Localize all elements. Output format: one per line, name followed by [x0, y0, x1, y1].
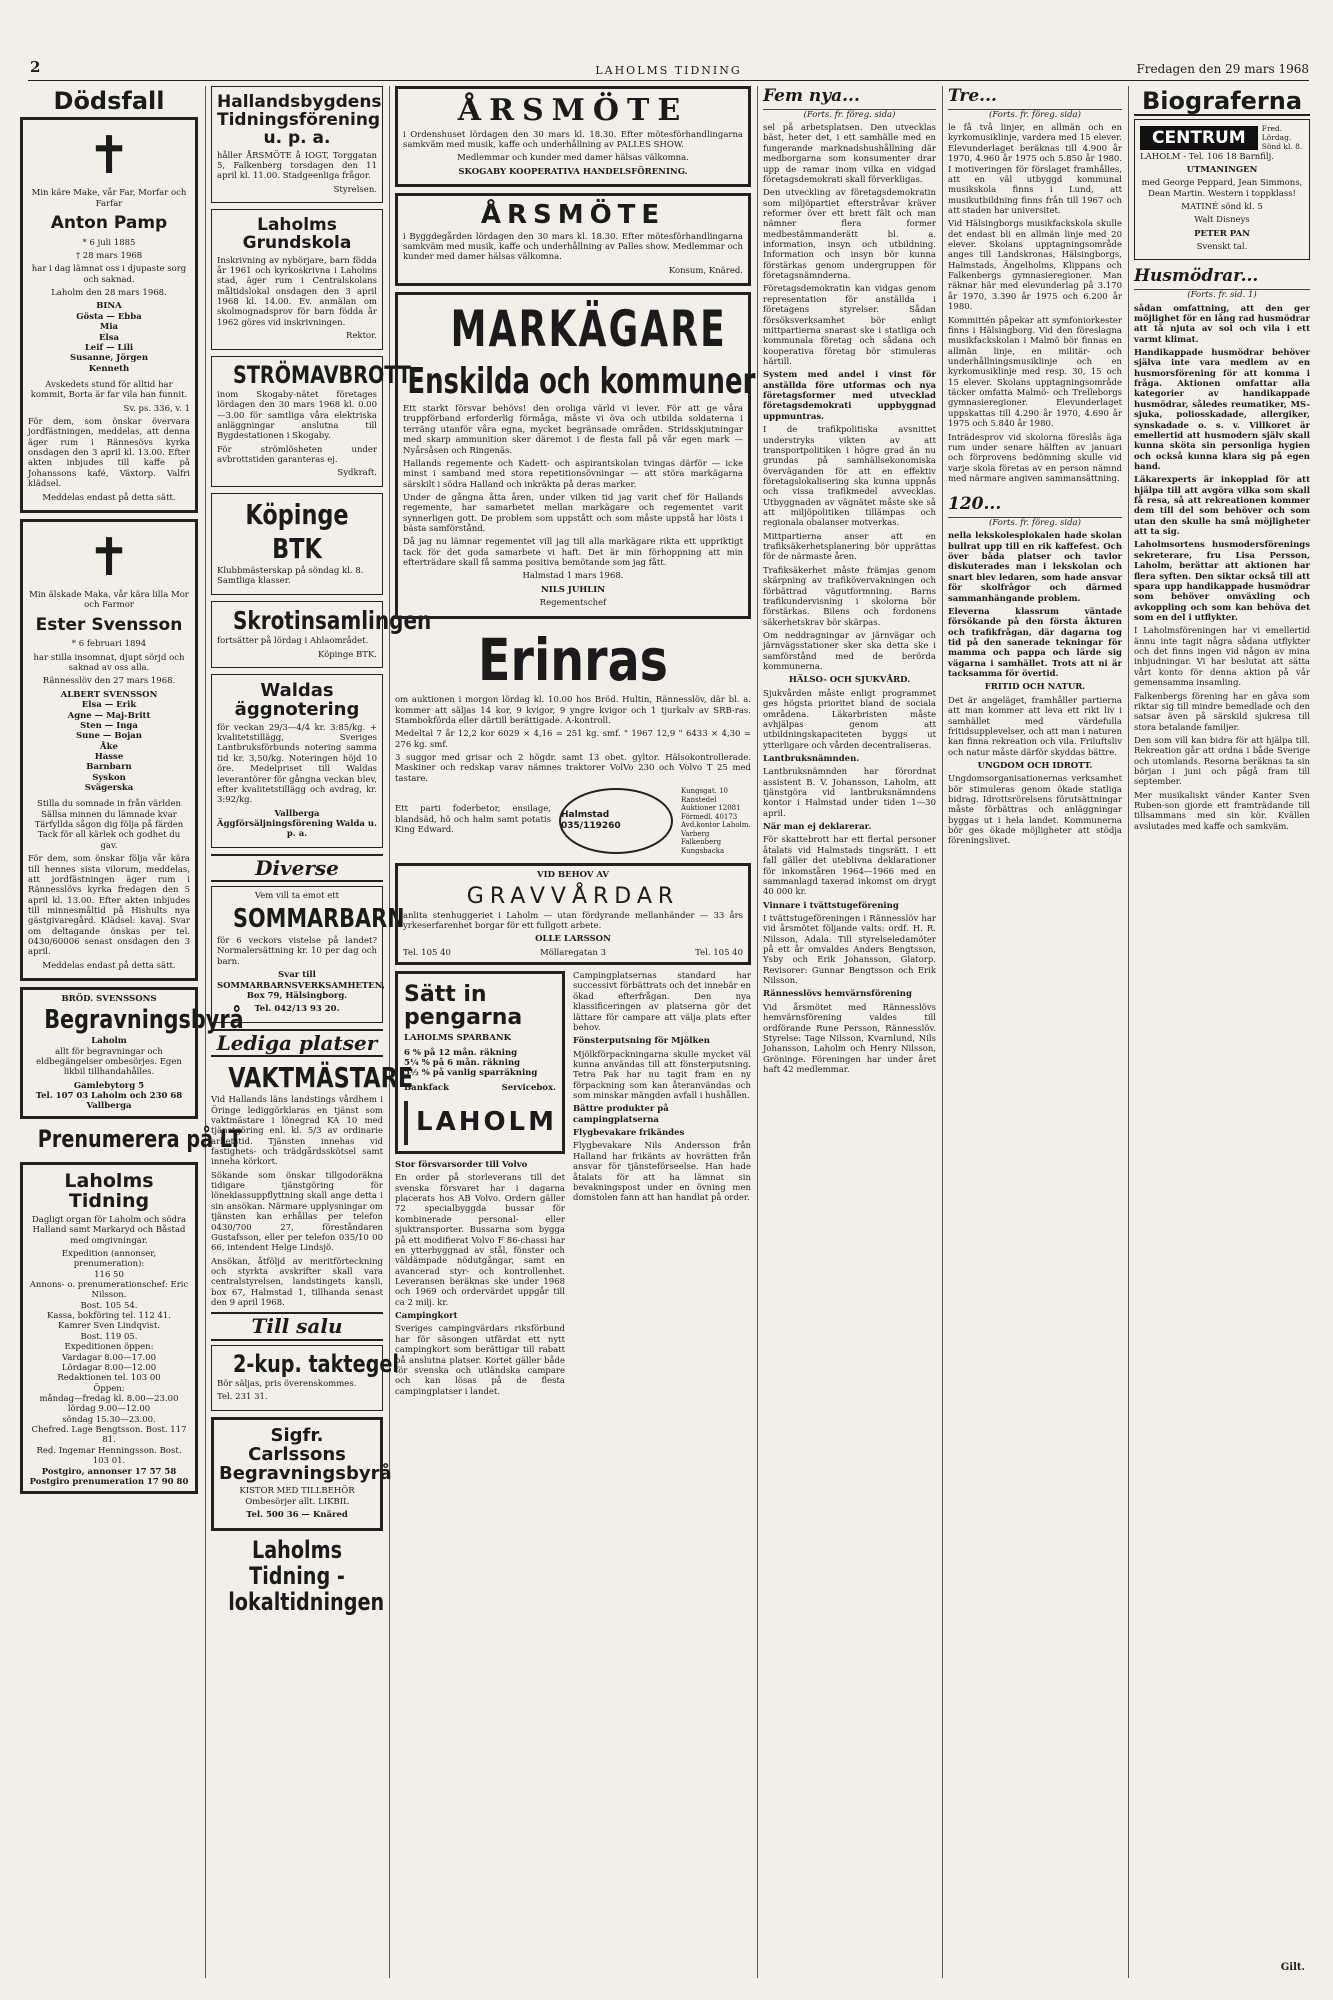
- ad-title: Sigfr. Carlssons Begravningsbyrå: [219, 1424, 392, 1484]
- news-headline: Fönsterputsning för Mjölken: [573, 1036, 710, 1047]
- ad-sign: Styrelsen.: [333, 184, 377, 195]
- article-paragraph: Mer musikaliskt vänder Kanter Sven Ruben-son gjorde ett framträdande till tillsammans med sin kör. Kvällen avslutades med kaffe och samkväm.: [1134, 790, 1310, 832]
- ad-phone: Tel. 105 40: [403, 947, 451, 958]
- arsmote-skogaby: [395, 86, 751, 187]
- family-member: Agne — Maj-Britt: [67, 710, 151, 721]
- article-paragraph: I de trafikpolitiska avsnittet understryks vikten av att transportpolitiken i högre grad än nu grundas på samhällsekonomiska överväganden för att en effektiv företagslokalisering ska kunna uppnås och vissa trafikmedel avvecklas. Utbyggnaden av vägnätet måste ske så att miljöpolitiken tillämpas och regionala obalanser motverkas.: [763, 425, 936, 529]
- ad-text: om auktionen i morgon lördag kl. 10.00 hos Bröd. Hultin, Rännesslöv, där bl. a. kommer att säljas 14 kor, 9 kvigor, 9 yngre kvigor och 1 tjurkalv av SRB-ras. Stambokförda eller därtill berättigade. A-kontroll.: [395, 695, 751, 727]
- article-paragraph: le få två linjer, en allmän och en kyrkomusiklinje, varderа med 15 elever. Elevunderlaget beräknas till 4.900 år 1970, 4.960 år 1975 och 5.850 år 1980. I motiveringen för förslaget framhålles, att en väl utbyggd kommunal musikskola finns i Lund, att musikutbildning finns från till 1967 och att staden har universitet.: [948, 123, 1122, 216]
- till-salu-heading: Till salu: [211, 1312, 383, 1340]
- article-paragraph: Handikappade husmödrar behöver själva inte vara medlem av en husmorsförening för att komma i fråga. Aktionen omfattar alla kategorier av handikappade husmödrar, således reumatiker, MS-sjuka, poliosskadade, allergiker, synskadade o. s. v. Villkoret är emellertid att husmodern själv skall kunna sköta sin personliga hygien och också kunna klara sig på egen hand.: [1134, 348, 1310, 472]
- birth-date: * 6 februari 1894: [71, 639, 147, 650]
- ad-title: MARKÄGARE: [450, 300, 727, 359]
- film-title: UTMANINGEN: [1186, 164, 1258, 175]
- article-paragraph: Ungdomsorganisationernas verksamhet bör stimuleras genom ökade statliga bidrag. Idrottsrörelsens förutsättningar måste förbättras och anläggningar byggas ut i hela landet. Kommunerna bör ges ökade möjligheter att stödja föreningslivet.: [948, 774, 1122, 847]
- ad-text: i Ordenshuset lördagen den 30 mars kl. 18.30. Efter mötesförhandlingarna samkväm med musik, kaffe och underhållning av PALLES SHOW.: [403, 129, 743, 150]
- ad-sign: Rektor.: [346, 331, 377, 342]
- article-paragraph: Vid Hälsingborgs musikfackskola skulle det endast bli en allmän linje med 20 elever. Skolans upptagningsområde anges till Landskronas, Hälsingborgs, Halmstads, Ängelholms, Klippans och Falkenbergs gymnasieregioner. Man räknar här med elevunderlag på 3.170 år 1970, 3.390 år 1975 och 6.200 år 1980.: [948, 219, 1122, 313]
- stromavbrott-ad: [211, 356, 411, 487]
- article-paragraph: nella lekskolesplokalen hade skolan bullrat upp till en rik kaffefest. Och över båda platser och tavlor diskuterades man i lekskolan och snart blev ledaren, som hade ansvar för skolfrågor och därmed sammanhängande problem.: [948, 531, 1122, 604]
- article-paragraph: Mittpartierna anser att en trafiksäkerhetsplanering bör upprättas för de närmaste åren.: [763, 531, 936, 563]
- article-paragraph: Den utveckling av företagsdemokratin som miljöpartiet efterstråvar kräver reformer över ett brett fält och man nämner flera former medbestämmanderätt bl. a. information, insyn och utbildning. Information och insyn bör kunna förstärkas genom undergruppen för företagsnämnderna.: [763, 188, 936, 282]
- family-member: ALBERT SVENSSON: [60, 689, 158, 700]
- cinema-listing: [1134, 119, 1310, 260]
- family-member: Kenneth: [88, 363, 130, 374]
- ad-phone: Tel. 231 31.: [217, 1392, 268, 1403]
- ad-text: 3 suggor med grisar och 2 högdr. samt 13 obet. gyltor. Hälsokontrollerade. Maskiner och redskap varav nämnes traktorer VolVo 230 och Volvo T 25 med tastare.: [395, 753, 751, 784]
- continued-note: (Forts. fr. föreg. sida): [803, 109, 896, 120]
- news-headline: Flygbevakare frikändes: [573, 1128, 685, 1139]
- family-member: Svägerska: [84, 783, 134, 794]
- article-paragraph: Trafiksäkerhet måste främjas genom skärpning av trafikövervakningen och förbättrad vägutformning. Barns trafikundervisning i skolorna bör förstärkas. Bilens och fordonens säkerhetskrav bör skärpas.: [763, 565, 936, 628]
- auction-seal-logo: [559, 788, 673, 854]
- article-paragraph: sådan omfattning, att den ger möjlighet för en lång rad husmödrar att tå njuta av sol och vila i ett varmt klimat.: [1134, 303, 1310, 345]
- ad-title: VAKTMÄSTARE: [228, 1061, 414, 1095]
- ad-sign: Sydkraft.: [337, 468, 377, 479]
- article-paragraph: Sjukvården måste enligt programmet ges högsta prioritet bland de sociala områdena. Läkarbristen måste avhjälpas genom att utbildningskapaciteten byggs ut ytterligare och vården decentraliseras.: [763, 688, 936, 751]
- ad-title: ÅRSMÖTE: [457, 93, 689, 128]
- notice-footer: Meddelas endast på detta sätt.: [42, 960, 176, 971]
- ad-text: KISTOR MED TILLBEHÖR Ombesörjer allt. LIKBIL: [239, 1486, 355, 1507]
- ad-text: Hallands regemente och Kadett- och aspirantskolan tvingas därför — icke minst i samband med stora repetitionsövningar — att störa markägarna särskilt i södra Halland och inkräkta på deras marker.: [403, 458, 743, 490]
- article-heading: Fem nya...: [763, 86, 936, 110]
- ad-text: Bör säljas, pris överenskommes.: [217, 1379, 357, 1390]
- contact-line: Red. Ingemar Henningsson. Bost. 103 01.: [36, 1445, 182, 1467]
- family-member: Mia: [99, 322, 119, 333]
- diverse-heading: Diverse: [211, 854, 383, 882]
- obituary-place: Rännesslöv den 27 mars 1968.: [42, 676, 176, 687]
- family-member: Hasse: [94, 751, 124, 762]
- sommarbarn-ad: [211, 886, 405, 1023]
- btk-ad: [211, 493, 383, 595]
- obituary-ester-svensson: [20, 519, 198, 981]
- article-paragraph: Kommittén påpekar att symfoniorkester finns i Hälsingborg. Vid den föreslagna musikfackskolan i Malmö bör finnas en allmän linje, en militär- och underhållningsmusiklinje och en kyrkomusiklinje med resp. 30, 15 och 15 elever. Skolans upptagningsområde täcker omfatta Malmö- och Trelleborgs gymnasieregioner. Elevunderlaget uppskattas till 4.290 år 1970, 4.690 år 1975 och 5.840 år 1980.: [948, 315, 1122, 430]
- rate-line: 6 % på 12 mån. räkning: [404, 1047, 518, 1058]
- ad-title: Hallandsbygdens Tidningsförening u. p. a.: [217, 92, 382, 148]
- waldas-ad: [211, 674, 383, 848]
- obituary-verse: Avskedets stund för alltid har kommit, Borta är far vila han funnit.: [30, 379, 188, 401]
- ad-title: Laholms Grundskola: [242, 214, 352, 253]
- obituary-anton-pamp: [20, 117, 198, 513]
- birth-date: * 6 juli 1885: [82, 237, 136, 248]
- ad-text: Sökande som önskar tillgodoräkna tidigare tjänstgöring för löneklassuppflyttning skall ange detta i sin ansökan. Närmare upplysningar om tjänsten kan erhållas per telefon 0430/700 27, föreståndaren Gustafsson, eller per telefon 035/10 00 66, intendent Helge Lindsjö.: [211, 1170, 383, 1254]
- ad-title: Skrotinsamlingen: [233, 605, 432, 635]
- news-column: [573, 971, 751, 1400]
- deceased-name: Ester Svensson: [35, 614, 183, 635]
- news-headline: Stor försvarsorder till Volvo: [395, 1160, 528, 1171]
- ad-text: inom Skogaby-nätet företages lördagen den 30 mars 1968 kl. 0.00—3.00 för samtliga våra elektriska anläggningar anslutna till Bygdestationen i Skogaby.: [217, 389, 377, 442]
- ad-sign: OLLE LARSSON: [535, 934, 611, 945]
- arsmote-knared: [395, 193, 751, 286]
- cinema-name: CENTRUM: [1140, 126, 1258, 151]
- news-text: Sveriges campingvärdars riksförbund har för säsongen utfärdat ett nytt campingkort som berättigar till rabatt på anslutna platser. Kortet gäller både för svenska och utländska campare och kan lösas på de flesta campingplatser i landet.: [395, 1324, 565, 1397]
- family-list: [28, 301, 190, 374]
- news-text: I tvättstugeföreningen i Rännesslöv har vid årsmötet följande valts: ordf. H. R. Nilsson, Adala. Till styrelseledamöter på ett år omvaldes Anders Bengtsson, Ysby och Erik Johansson, Glatorp. Revisorer: Gunnar Bengtsson och Erik Nilsson.: [763, 913, 936, 987]
- ad-text: håller ÅRSMÖTE å IOGT, Torggatan 5, Falkenberg torsdagen den 11 april kl. 11.00. Stadgeenliga frågor.: [217, 150, 377, 182]
- ad-top: BRÖD. SVENSSONS: [61, 994, 157, 1005]
- ad-sign: SKOGABY KOOPERATIVA HANDELSFÖRENING.: [458, 166, 688, 177]
- news-text: Campingplatsernas standard har successivt förbättrats och det innebär en ökad efterfrågan. Den nya klassificeringen av platserna gör det lättare för campare att välja plats efter behov.: [573, 971, 751, 1033]
- contact-line: Kassa, bokföring tel. 112 41.: [47, 1311, 171, 1322]
- ad-address: Gamlebytorg 5: [73, 1080, 145, 1091]
- ad-title: SOMMARBARN: [233, 904, 405, 935]
- contact-line: Postgiro prenumeration 17 90 80: [29, 1476, 189, 1487]
- ad-subtitle: Enskilda och kommuner: [407, 361, 756, 403]
- laholm-wordmark: LAHOLM: [416, 1107, 557, 1138]
- article-subheading: HÄLSO- OCH SJUKVÅRD.: [788, 675, 911, 686]
- masthead-title: Laholms Tidning: [64, 1170, 154, 1212]
- ad-sign: Konsum, Knäred.: [668, 265, 743, 276]
- ad-phone: Tel. 105 40: [695, 947, 743, 958]
- family-member: Barnbarn: [86, 762, 132, 773]
- article-paragraph: Eleverna klassrum väntade försökande på den första åkturen och trafikfrågan, där dagarna tog tid på den sanerade tekningar för mamma och pappa och lärde sig vägarna i samhället. Trots att ni är tacksamma för övertid.: [948, 606, 1122, 680]
- obituary-place: Laholm den 28 mars 1968.: [51, 288, 167, 299]
- psalm-ref: Sv. ps. 336, v. 1: [123, 403, 190, 414]
- article-paragraph: sel på arbetsplatsen. Den utvecklas bäst, heter det, i ett samhälle med en fungerande marknadshushållning där medborgarna som konsumenter drar upp de ramar inom vilka en vidgad företagsdemokrati skall förverkligas.: [763, 123, 936, 185]
- ad-text: Vid Hallands läns landstings vårdhem i Öringe lediggörklaras en tjänst som vaktmästare i lönegrad KA 10 med tjänstgöring enl. kl. 5/3 av ordinarie arbetstid. Tjänsten innehas vid fastighets- och trädgårdsskötsel samt inneha körkort.: [211, 1095, 383, 1168]
- ad-title: Köpinge BTK: [245, 497, 349, 565]
- masthead-desc: Dagligt organ för Laholm och södra Halland samt Markaryd och Båstad med omgivningar.: [31, 1214, 187, 1246]
- family-member: Susanne, Jörgen: [70, 353, 148, 364]
- issue-date: Fredagen den 29 mars 1968: [1136, 62, 1309, 76]
- article-paragraph: Falkenbergs förening har en gåva som riktar sig till mindre bemedlade och den satsar även på särskild sjukresa till stora betalande familjer.: [1134, 691, 1310, 733]
- subscribe-banner: Prenumerera på LT: [37, 1124, 242, 1153]
- hallandsbygdens-ad: [211, 86, 383, 203]
- service-label: Bankfack: [404, 1082, 449, 1093]
- service-label: Servicebox.: [501, 1082, 556, 1093]
- family-member: Leif — Lili: [84, 342, 134, 353]
- ad-town: Laholm: [91, 1036, 127, 1047]
- ad-text: Inskrivning av nybörjare, barn födda år 1961 och kyrkoskrivna i Laholms stad, äger rum i Centralskolans måltidslokal onsdagen den 3 april 1968 kl. 14.00. Ev. anmälan om skolmognadsprov för barn födda år 1962 göres vid inskrivningen.: [217, 255, 377, 328]
- ad-text: Klubbmästerskap på söndag kl. 8. Samtliga klasser.: [217, 565, 364, 587]
- carlssons-ad: [211, 1417, 392, 1531]
- contact-line: 116 50: [94, 1269, 124, 1280]
- ad-text: anlita stenhuggeriet i Laholm — utan fördyrande mellanhänder — 33 års yrkeserfarenhet borgar för ett fullgott arbete.: [403, 910, 743, 931]
- news-text: Lantbruksnämnden har förordnat assistent B. V. Johansson, Laholm, att tjänstgöra vid lantbruksnämndens kontor i Halmstad under tiden 1—30 april.: [763, 767, 936, 819]
- film-desc: Svenskt tal.: [1196, 242, 1248, 253]
- article-heading: 120...: [948, 494, 1122, 518]
- family-member: Syskon: [92, 772, 126, 783]
- sparbank-ad: [395, 971, 565, 1400]
- ad-text: Då jag nu lämnar regementet vill jag till alla markägare rikta ett uppriktigt tack för det goda samarbete vi haft. Det är min förhoppning att min efterträdare skall få samma positiva bemötande som jag fått.: [403, 537, 743, 569]
- markagare-ad: [395, 292, 756, 618]
- rate-line: 5¼ % på 6 mån. räkning: [404, 1057, 521, 1068]
- seal-text: Kungsgat. 10 Ranstedel Auktioner 12081 Förmedl. 40173 Avd.kontor Laholm. Varberg Falkenberg Kungsbacka: [681, 787, 751, 855]
- masthead-box: [20, 1162, 198, 1494]
- article-paragraph: I Laholmsföreningen har vi emellertid ännu inte tagit några sådana utflykter och det finns ingen vid någon av mina inbjudningar. Vi har beslutat att sätta vårt konto för denna aktion på vår gemensamma insamling.: [1134, 626, 1310, 689]
- news-text: Flygbevakare Nils Andersson från Halland har frikänts av hovrätten från ansvar för tjänsteförseelse. Han hade åtalats för att ha lämnat sin bevakningspost under en övning men domstolen fann att han handlat på order.: [573, 1141, 751, 1204]
- ad-text: Ett parti foderbetor, ensilage, blandsäd, hö och halm samt potatis King Edward.: [395, 804, 551, 835]
- ad-title: Erinras: [478, 625, 668, 694]
- column-tre: [948, 86, 1122, 1978]
- deceased-name: Anton Pamp: [50, 212, 168, 233]
- news-text: För skattebrott har ett flertal personer åtalats vid Halmstads tingsrätt. I ett fall gäller det uteblivna deklarationer för inkomståren 1964—1966 med en sammanlagd taxerad inkomst om drygt 40 000 kr.: [763, 835, 936, 898]
- family-member: Elsa — Erik: [81, 700, 137, 711]
- rate-line: 5½ % på vanlig sparräkning: [404, 1068, 538, 1079]
- news-headline: Lantbruksnämnden.: [763, 753, 860, 764]
- ad-sign: Regementschef: [539, 598, 607, 609]
- contact-line: Kamrer Sven Lindqvist.: [58, 1321, 160, 1332]
- ad-text: i Byggdegården lördagen den 30 mars kl. 18.30. Efter mötesförhandlingarna samkväm med musik, kaffe och underhållning av Palles show. Medlemmar och kunder med damer hälsas välkomna.: [403, 231, 743, 263]
- film-matinee: MATINÉ sönd kl. 5: [1181, 202, 1263, 213]
- column-rule: [942, 86, 943, 1978]
- obituary-intro: Min älskade Maka, vår kära lilla Mor och Farmor: [29, 589, 189, 611]
- ad-place: Halmstad 1 mars 1968.: [522, 571, 624, 582]
- skrot-ad: [211, 601, 432, 668]
- contact-line: lördag 9.00—12.00: [67, 1404, 151, 1415]
- page-header: [28, 58, 1309, 81]
- film-desc: med George Peppard, Jean Simmons, Dean Martin. Western i toppklass!: [1141, 178, 1303, 199]
- article-paragraph: System med andel i vinst för anställda före utformas och nya företagsformer med utvecklad företagsdemokrati uppbyggnad uppmuntras.: [763, 370, 936, 422]
- contact-line: Vardagar 8.00—17.00: [61, 1352, 157, 1363]
- ad-sign: NILS JUHLIN: [540, 584, 605, 595]
- ad-text: Under de gångna åtta åren, under vilken tid jag varit chef för Hallands regemente, har samarbetet mellan markägare och regementet varit synnerligen gott. De problem som uppstått och som måste uppstå har lösts i bästa samförstånd.: [403, 492, 743, 535]
- contact-line: Annons- o. prenumerationschef: Eric Nilsson.: [29, 1280, 189, 1301]
- seal-phone: Halmstad 035/119260: [561, 810, 621, 832]
- contact-line: Redaktionen tel. 103 00: [57, 1373, 161, 1384]
- ad-sign: Köpinge BTK.: [317, 649, 377, 660]
- contact-line: Chefred. Lage Bengtsson. Bost. 117 81.: [31, 1425, 187, 1446]
- obituary-verse: Stilla du somnade in från världen Sällsa minnen du lämnade kvar Tärfyllda sågon dig följa på färden Tack för all kärlek och godhet du gav.: [34, 799, 184, 851]
- article-paragraph: Om neddragningar av järnvägar och järnvägsstationer sker ska detta ske i samförstånd med de berörda kommunerna.: [763, 630, 936, 673]
- continued-note: (Forts. fr. föreg. sida): [989, 518, 1081, 529]
- lediga-platser-heading: Lediga platser: [211, 1029, 383, 1057]
- erinras-ad: [395, 625, 751, 856]
- news-headline: Campingkort: [395, 1311, 458, 1322]
- article-paragraph: Företagsdemokratin kan vidgas genom representation för anställda i företagens styrelser. Sådan försöksverksamhet bör enligt mittpartierna snarast ske i statliga och kommunala företag och sådana och kooperativa företag bör stimuleras härtill.: [763, 284, 936, 367]
- taktegel-ad: [211, 1345, 399, 1411]
- author-signature: Gilt.: [1280, 1961, 1305, 1973]
- news-headline: Vinnare i tvättstugeförening: [763, 900, 899, 911]
- column-biografer: [1134, 86, 1310, 1978]
- contact-line: Öppen:: [93, 1383, 125, 1394]
- contact-line: Bost. 119 05.: [80, 1331, 138, 1342]
- death-date: † 28 mars 1968: [75, 251, 143, 261]
- paper-name: LAHOLMS TIDNING: [595, 64, 742, 77]
- family-member: Gösta — Ebba: [76, 311, 142, 322]
- ad-title: Sätt in pengarna: [404, 982, 523, 1031]
- ad-text: allt för begravningar och eldbegängelser ombesörjes. Egen likbil tillhandahålles.: [36, 1046, 182, 1078]
- cinema-days: Fred. Lördag. Sönd kl. 8.: [1261, 124, 1303, 152]
- ad-address: Möllaregatan 3: [540, 947, 606, 958]
- page-number: 2: [30, 58, 41, 76]
- news-headline: Rännesslövs hemvärnsförening: [763, 989, 912, 1000]
- article-subheading: UNGDOM OCH IDROTT.: [977, 760, 1093, 771]
- article-paragraph: Läkarexperts är inkopplad för att hjälpa till att avgöra vilka som skall få resa, så att rekreationen kommer dem till del som behöver och som utan den skulle ha små möjligheter att ta sig.: [1134, 475, 1310, 538]
- ad-phone: Tel. 042/13 93 20.: [254, 1004, 340, 1015]
- news-text: Mjölkförpackningarna skulle mycket väl kunna användas till att fönsterputsning. Tetra Pak har nu tagit fram en ny förpackning som kan återanvändas och som minskar mängden avfall i hushållen.: [573, 1049, 751, 1102]
- family-member: BINA: [96, 301, 122, 312]
- column-rule: [757, 86, 758, 1978]
- ad-text: Ett starkt försvar behövs! den oroliga värld vi lever. För att ge våra truppförband erforderlig förmåga, måste vi öva och utbilda soldaterna i terräng utanför våra egna, mycket begränsade områden. Stridsskjutningar med skarp ammunition sker däremot i de flesta fall på vår egen mark — Nyårsåsen och Ringenäs.: [403, 404, 743, 456]
- funeral-home-ad: [20, 987, 244, 1119]
- family-list: [28, 690, 190, 794]
- ad-text: för veckan 29/3—4/4 kr. 3:85/kg. + kvalitetstillägg, Sveriges Lantbruksförbunds notering samma tid kr. 3,50/kg. Noteringen höjd 10 öre. Medelpriset till Waldas leverantörer för gångna veckan blev, efter kvalitetstillägg och avdrag, kr. 3:92/kg.: [217, 722, 377, 806]
- ad-title: GRAVVÅRDAR: [466, 883, 680, 909]
- article-paragraph: Laholmsortens husmodersförenings sekreterare, fru Lisa Persson, Laholm, berättar att aktionen har flera syften. Den siktar också till att spara upp handikappade husmödrar som behöver omväxling och avkoppling och som kan behöva det som en del i utflykter.: [1134, 540, 1310, 623]
- cross-icon: ✝: [87, 126, 131, 187]
- ad-phone: Tel. 107 03 Laholm och 230 68 Vallberga: [35, 1091, 183, 1112]
- ad-sign: Vallberga Äggförsäljningsförening Walda u. p. a.: [217, 808, 377, 840]
- ad-phone: Tel. 500 36 — Knäred: [246, 1510, 348, 1521]
- grundskola-ad: [211, 209, 383, 350]
- obituary-text: har stilla insomnat, djupt sörjd och saknad av oss alla.: [33, 652, 185, 674]
- family-member: Åke: [100, 741, 118, 752]
- vaktmastare-ad: [211, 1061, 414, 1309]
- contact-line: söndag 15.30—23.00.: [62, 1414, 156, 1425]
- bank-name: LAHOLMS SPARBANK: [404, 1033, 511, 1044]
- continued-note: (Forts. fr. sid. 1): [1187, 290, 1257, 301]
- obituary-text: har i dag lämnat oss i djupaste sorg och saknad.: [31, 264, 187, 285]
- contact-line: måndag—fredag kl. 8.00—23.00: [39, 1393, 179, 1404]
- notice-footer: Meddelas endast på detta sätt.: [42, 492, 176, 503]
- funeral-notice: För dem, som önskar övervara jordfästningen, meddelas, att denna äger rum i Rännesövs kyrka onsdagen den 3 april kl. 13.00. Efter akten inbjudes till kaffe på Johanssons kafé, Växtorp. Valfri klädsel.: [28, 417, 190, 490]
- column-ads: [395, 86, 756, 1978]
- ad-title: STRÖMAVBROTT: [233, 360, 411, 389]
- ad-title: Waldas äggnotering: [234, 679, 360, 720]
- ad-title: 2-kup. taktegel: [233, 1349, 399, 1378]
- ad-text: För strömlösheten under avbrottstiden garanteras ej.: [217, 444, 377, 465]
- article-paragraph: Det är angeläget, framhåller partierna att man kommer att leva ett rikt liv i samhället med värdefulla fritidsupplevelser, och att man i naturen kan finna rekreation och vila. Friluftsliv och natur måste därför skyddas bättre.: [948, 695, 1122, 758]
- lokaltidning-banner: Laholms Tidning - lokaltidningen: [228, 1535, 385, 1617]
- contact-line: Expeditionen öppen:: [64, 1342, 154, 1353]
- family-member: Elsa: [98, 332, 119, 343]
- cinema-heading: Biograferna: [1134, 89, 1310, 116]
- news-text: En order på storleverans till det svenska försvaret har i dagarna placerats hos AB Volvo. Ordern gäller 72 specialbyggda bussar för kombinerade personal- eller sjuktransporter. Bussarna som bygga på ett modifierat Volvo F 86-chassi har en ytterbyggnad av stål, fönster och väldämpade nödutgångar, samt en avancerad styr- och kontrollenhet. Leveransen beräknas ske under 1968 och 1969 och ordervärdet uppgår till ca 2 milj. kr.: [395, 1173, 565, 1308]
- contact-line: Postgiro, annonser 17 57 58: [41, 1466, 177, 1477]
- article-paragraph: Den som vill kan bidra för att hjälpa till. Rekreation går att ordna i både Sverige och utomlands. Resorna beräknas ta sin början i juni och pågå fram till september.: [1134, 735, 1310, 788]
- ad-text: Svar till SOMMARBARNSVERKSAMHETEN, Box 79, Hälsingborg.: [217, 970, 385, 1001]
- film-title: PETER PAN: [1194, 228, 1250, 239]
- film-desc: Walt Disneys: [1194, 215, 1250, 226]
- gravvardar-ad: [395, 863, 751, 965]
- ad-text: fortsätter på lördag i Ahlaområdet.: [217, 636, 369, 647]
- cinema-phone: LAHOLM - Tel. 106 18 Barnfilj.: [1140, 151, 1274, 162]
- news-headline: När man ej deklarerar.: [763, 822, 872, 833]
- article-heading: Husmödrar...: [1134, 266, 1310, 290]
- news-text: Vid årsmötet med Rännesslövs hemvärnsförening valdes till ordförande Rune Persson, Rännesslöv. Styrelse: Tage Nilsson, Kvarnlund, Nils Johansson, Laholm och Henry Nilsson, Gröninge. Föreningen har under året haft 42 medlemmar.: [763, 1002, 936, 1075]
- masthead-contacts: [28, 1249, 190, 1487]
- contact-line: Lördagar 8.00—12.00: [61, 1362, 157, 1373]
- ad-title: Begravningsbyrå: [44, 1004, 244, 1035]
- contact-line: Bost. 105 54.: [80, 1300, 138, 1311]
- ad-text: Medeltal 7 år 12,2 kor 6029 × 4,16 = 251 kg. smf. " 1967 12,9 " 6433 × 4,30 = 276 kg. smf.: [395, 729, 751, 750]
- ad-text: för 6 veckors vistelse på landet? Normalersättning kr. 10 per dag och barn.: [217, 936, 377, 967]
- article-subheading: FRITID OCH NATUR.: [984, 682, 1086, 693]
- article-paragraph: Inträdesprov vid skolorna föreslås äga rum under senare hälften av januari och förprovens bedömning skulle vid varje skola företas av en person nämnd med närmare angiven sammansättning.: [948, 432, 1122, 484]
- funeral-notice: För dem, som önskar följa vår kära till hennes sista vilorum, meddelas, att jordfästningen äger rum i Rännesslövs kyrka fredagen den 5 april kl. 13.00. Efter akten inbjudes till minnesmåltid på Hishults nya gästgivaregård. Klädsel: kavaj. Svar om deltagande önskas per tel. 0430/60006 senast onsdagen den 3 april.: [28, 854, 190, 958]
- article-heading: Tre...: [948, 86, 1122, 110]
- continued-note: (Forts. fr. föreg. sida): [989, 109, 1081, 120]
- ad-pre: Vem vill ta emot ett: [254, 891, 340, 902]
- obituary-intro: Min käre Make, vår Far, Morfar och Farfar: [31, 188, 187, 209]
- contact-line: Expedition (annonser, prenumeration):: [61, 1248, 157, 1270]
- ad-text: Medlemmar och kunder med damer hälsas välkomna.: [457, 153, 689, 164]
- family-member: Sten — Inga: [80, 720, 138, 731]
- family-member: Sune — Bojan: [76, 731, 142, 742]
- laholm-crest-icon: [404, 1101, 408, 1145]
- column-fem-nya: [763, 86, 936, 1978]
- obituaries-heading: Dödsfall: [53, 87, 165, 115]
- column-rule: [1128, 86, 1129, 1978]
- ad-text: Ansökan, åtföljd av meritförteckning och styrkta avskrifter skall vara centralstyrelsen, landstingets kansli, box 67, Halmstad 1, tillhanda senast den 9 april 1968.: [211, 1256, 383, 1309]
- news-headline: Bättre produkter på campingplatserna: [573, 1104, 669, 1125]
- cross-icon: ✝: [87, 527, 131, 588]
- ad-title: ÅRSMÖTE: [480, 200, 666, 231]
- ad-pre: VID BEHOV AV: [537, 870, 609, 881]
